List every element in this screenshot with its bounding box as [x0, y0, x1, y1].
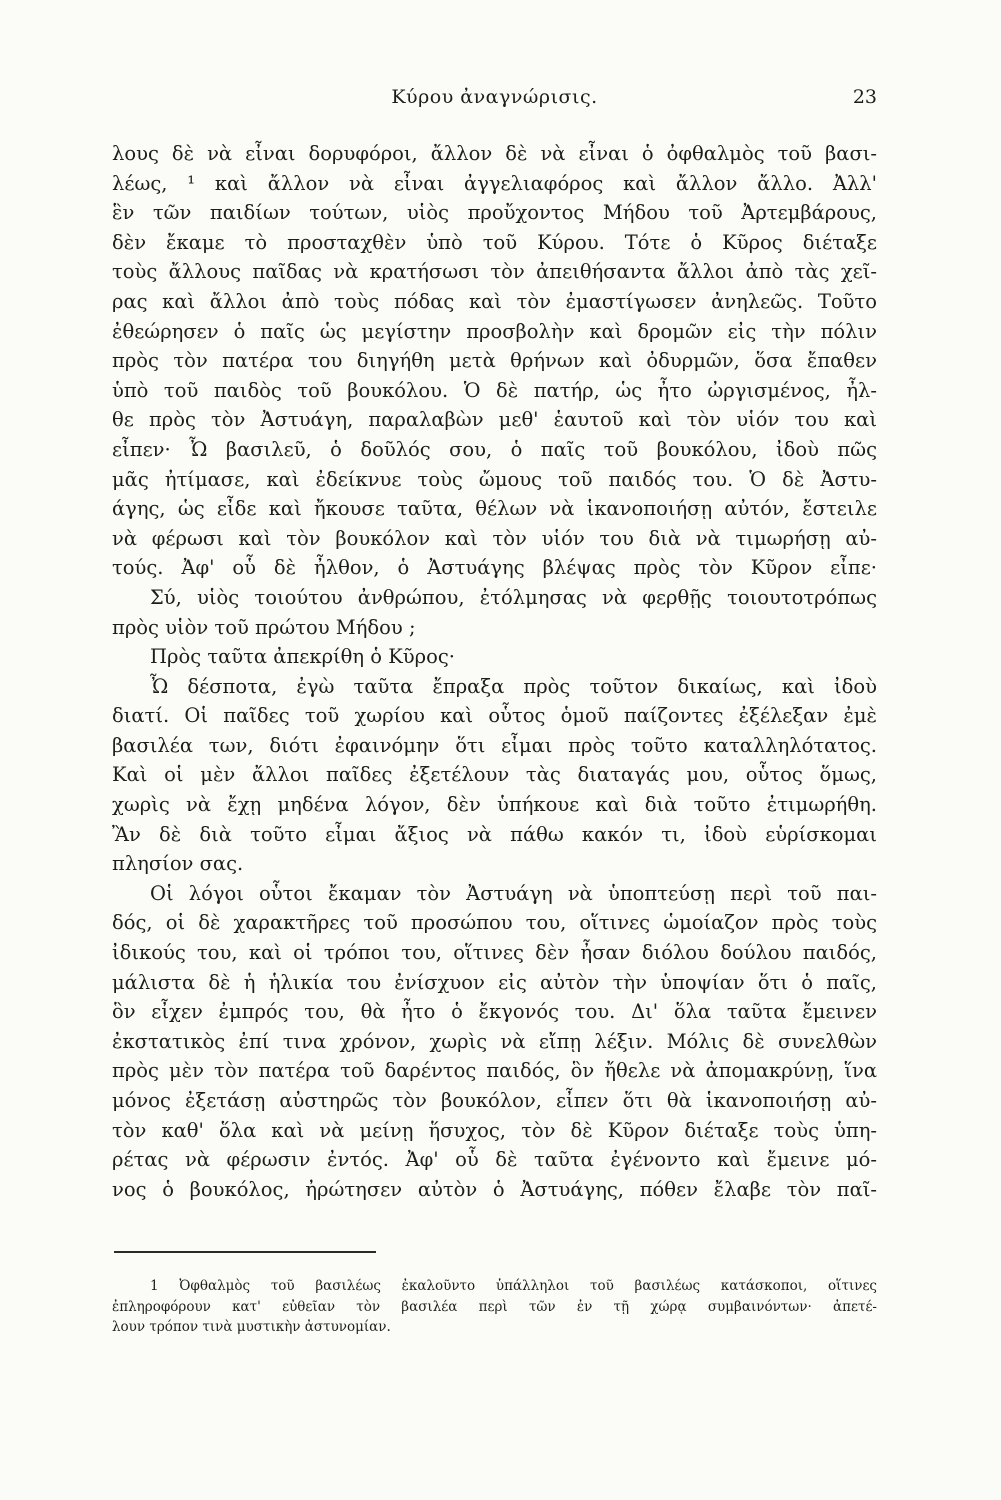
text-line: δός, οἱ δὲ χαρακτῆρες τοῦ προσώπου του, οἵτινες ὡμοίαζον πρὸς τοὺς	[112, 911, 877, 935]
text-line: ρέτας νὰ φέρωσιν ἐντός. Ἀφ' οὗ δὲ ταῦτα ἐγένοντο καὶ ἔμεινε μό-	[112, 1148, 877, 1172]
page-number: 23	[852, 86, 877, 108]
text-line: Σύ, υἱὸς τοιούτου ἀνθρώπου, ἐτόλμησας νὰ φερθῇς τοιουτοτρόπως	[150, 585, 877, 609]
text-line: διατί. Οἱ παῖδες τοῦ χωρίου καὶ οὗτος ὁμοῦ παίζοντες ἐξέλεξαν ἐμὲ	[112, 704, 877, 728]
text-line: Οἱ λόγοι οὗτοι ἔκαμαν τὸν Ἀστυάγη νὰ ὑποπτεύσῃ περὶ τοῦ παι-	[150, 881, 877, 905]
text-line: ἰδικούς του, καὶ οἱ τρόποι του, οἵτινες δὲν ἦσαν διόλου δούλου παιδός,	[112, 941, 877, 965]
text-line: πλησίον σας.	[112, 852, 244, 876]
text-line: τοὺς ἄλλους παῖδας νὰ κρατήσωσι τὸν ἀπειθήσαντα ἄλλοι ἀπὸ τὰς χεῖ-	[112, 260, 877, 284]
page-header	[112, 86, 877, 116]
footnote-line: 1 Ὀφθαλμὸς τοῦ βασιλέως ἐκαλοῦντο ὑπάλληλοι τοῦ βασιλέως κατάσκοποι, οἵτινες	[150, 1278, 877, 1294]
text-line: ρας καὶ ἄλλοι ἀπὸ τοὺς πόδας καὶ τὸν ἐμαστίγωσεν ἀνηλεῶς. Τοῦτο	[112, 289, 877, 313]
text-line: βασιλέα των, διότι ἐφαινόμην ὅτι εἶμαι πρὸς τοῦτο καταλληλότατος.	[112, 733, 877, 757]
text-line: εἶπεν· Ὦ βασιλεῦ, ὁ δοῦλός σου, ὁ παῖς τοῦ βουκόλου, ἰδοὺ πῶς	[112, 437, 877, 461]
text-line: ἓν τῶν παιδίων τούτων, υἱὸς προὔχοντος Μήδου τοῦ Ἀρτεμβάρους,	[112, 201, 877, 225]
text-line: ἐκστατικὸς ἐπί τινα χρόνον, χωρὶς νὰ εἴπῃ λέξιν. Μόλις δὲ συνελθὼν	[112, 1029, 877, 1053]
text-line: μόνος ἐξετάσῃ αὐστηρῶς τὸν βουκόλον, εἶπεν ὅτι θὰ ἱκανοποιήσῃ αὐ-	[112, 1089, 877, 1112]
text-line: νος ὁ βουκόλος, ἠρώτησεν αὐτὸν ὁ Ἀστυάγης, πόθεν ἔλαβε τὸν παῖ-	[112, 1177, 877, 1201]
footnote-divider	[114, 1251, 376, 1253]
text-line: λέως, ¹ καὶ ἄλλον νὰ εἶναι ἀγγελιαφόρος καὶ ἄλλον ἄλλο. Ἀλλ'	[112, 171, 877, 195]
text-line: ἐθεώρησεν ὁ παῖς ὡς μεγίστην προσβολὴν καὶ δρομῶν εἰς τὴν πόλιν	[112, 319, 877, 343]
text-line: πρὸς τὸν πατέρα του διηγήθη μετὰ θρήνων καὶ ὀδυρμῶν, ὅσα ἔπαθεν	[112, 349, 877, 373]
text-line: τὸν καθ' ὅλα καὶ νὰ μείνῃ ἥσυχος, τὸν δὲ Κῦρον διέταξε τοὺς ὑπη-	[112, 1118, 877, 1142]
text-line: πρὸς υἱὸν τοῦ πρώτου Μήδου ;	[112, 615, 416, 639]
text-line: άγης, ὡς εἶδε καὶ ἤκουσε ταῦτα, θέλων νὰ ἱκανοποιήσῃ αὐτόν, ἔστειλε	[112, 497, 877, 521]
footnote-line: λουν τρόπον τινὰ μυστικὴν ἀστυνομίαν.	[112, 1319, 391, 1335]
text-line: Ὦ δέσποτα, ἐγὼ ταῦτα ἔπραξα πρὸς τοῦτον δικαίως, καὶ ἰδοὺ	[150, 674, 877, 698]
text-line: νὰ φέρωσι καὶ τὸν βουκόλον καὶ τὸν υἱόν του διὰ νὰ τιμωρήσῃ αὐ-	[112, 526, 877, 550]
text-line: μᾶς ἠτίμασε, καὶ ἐδείκνυε τοὺς ὤμους τοῦ παιδός του. Ὁ δὲ Ἀστυ-	[112, 467, 877, 491]
text-line: Καὶ οἱ μὲν ἄλλοι παῖδες ἐξετέλουν τὰς διαταγάς μου, οὗτος ὅμως,	[112, 763, 877, 787]
text-line: Πρὸς ταῦτα ἀπεκρίθη ὁ Κῦρος·	[150, 645, 455, 669]
text-line: ὃν εἶχεν ἐμπρός του, θὰ ἦτο ὁ ἔκγονός του. Δι' ὅλα ταῦτα ἔμεινεν	[112, 1000, 877, 1024]
footnote	[112, 1276, 877, 1338]
text-line: χωρὶς νὰ ἔχῃ μηδένα λόγον, δὲν ὑπήκουε καὶ διὰ τοῦτο ἐτιμωρήθη.	[112, 793, 877, 817]
text-line: τούς. Ἀφ' οὗ δὲ ἦλθον, ὁ Ἀστυάγης βλέψας πρὸς τὸν Κῦρον εἶπε·	[112, 556, 877, 580]
text-line: λους δὲ νὰ εἶναι δορυφόροι, ἄλλον δὲ νὰ εἶναι ὁ ὀφθαλμὸς τοῦ βασι-	[112, 142, 877, 165]
text-line: δὲν ἔκαμε τὸ προσταχθὲν ὑπὸ τοῦ Κύρου. Τότε ὁ Κῦρος διέταξε	[112, 230, 877, 254]
running-title: Κύρου ἀναγνώρισις.	[391, 86, 598, 108]
text-line: ὑπὸ τοῦ παιδὸς τοῦ βουκόλου. Ὁ δὲ πατήρ, ὡς ἦτο ὠργισμένος, ἦλ-	[112, 378, 877, 402]
text-line: θε πρὸς τὸν Ἀστυάγη, παραλαβὼν μεθ' ἑαυτοῦ καὶ τὸν υἱόν του καὶ	[112, 408, 877, 432]
text-line: πρὸς μὲν τὸν πατέρα τοῦ δαρέντος παιδός, ὃν ἤθελε νὰ ἀπομακρύνῃ, ἵνα	[112, 1059, 877, 1083]
footnote-line: ἐπληροφόρουν κατ' εὐθεῖαν τὸν βασιλέα περὶ τῶν ἐν τῇ χώρᾳ συμβαινόντων· ἀπετέ-	[112, 1298, 877, 1315]
main-text	[112, 139, 877, 1204]
text-line: Ἂν δὲ διὰ τοῦτο εἶμαι ἄξιος νὰ πάθω κακόν τι, ἰδοὺ εὑρίσκομαι	[112, 822, 877, 846]
text-line: μάλιστα δὲ ἡ ἡλικία του ἐνίσχυον εἰς αὐτὸν τὴν ὑποψίαν ὅτι ὁ παῖς,	[112, 970, 877, 994]
